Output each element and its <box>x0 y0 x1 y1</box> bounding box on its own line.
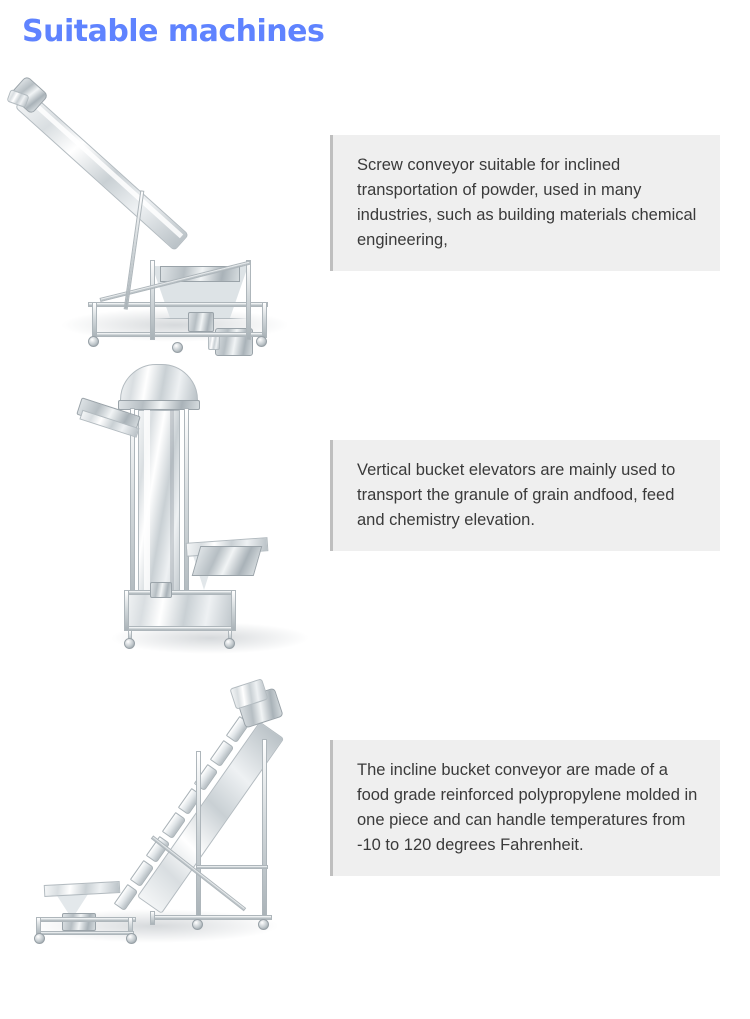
section-vertical-bucket-elevator <box>0 350 750 660</box>
screw-conveyor-image <box>0 70 330 345</box>
vertical-bucket-elevator-description <box>330 440 720 551</box>
vertical-bucket-elevator-description-text: Vertical bucket elevators are mainly used to transport the granule of grain andfood, feed and chemistry elevation. <box>357 461 676 529</box>
screw-conveyor-description-text: Screw conveyor suitable for inclined transportation of powder, used in many industries, such as building materials chemical engineering, <box>357 156 697 249</box>
incline-bucket-conveyor-description <box>330 740 720 876</box>
page-title: Suitable machines <box>22 14 325 49</box>
incline-bucket-conveyor-description-text: The incline bucket conveyor are made of a food grade reinforced polypropylene molded in one piece and can handle temperatures from -10 to 120 degrees Fahrenheit. <box>357 761 698 854</box>
incline-bucket-conveyor-image <box>0 665 330 975</box>
vertical-bucket-elevator-image <box>0 350 330 660</box>
section-screw-conveyor <box>0 70 750 345</box>
screw-conveyor-description <box>330 135 720 271</box>
section-incline-bucket-conveyor <box>0 665 750 975</box>
